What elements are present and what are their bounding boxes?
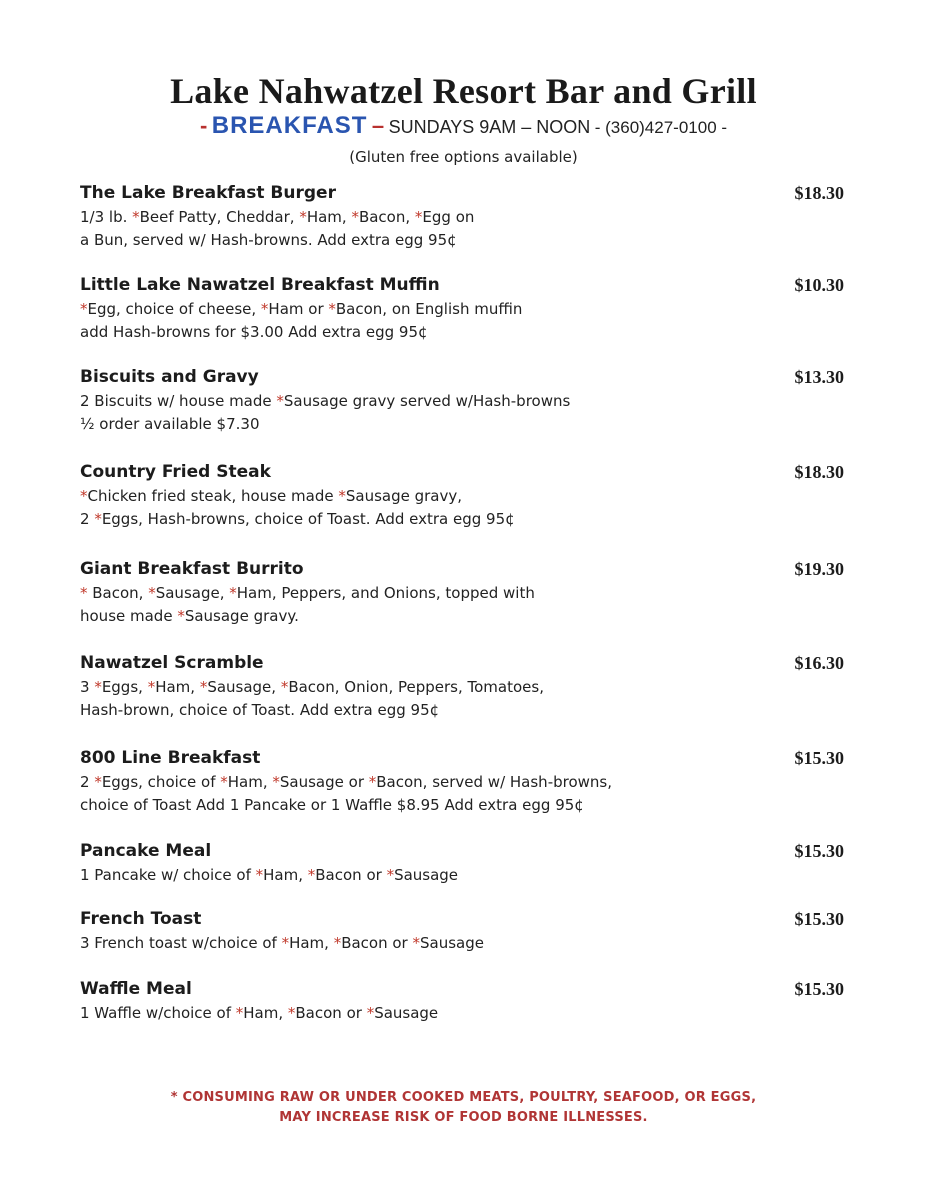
asterisk-marker: * [80, 584, 88, 602]
dash-mid: – [371, 113, 385, 138]
item-name: Waffle Meal [80, 979, 192, 999]
asterisk-marker: * [366, 1004, 375, 1022]
asterisk-marker: * [272, 773, 280, 791]
asterisk-marker: * [94, 773, 102, 791]
food-safety-warning [0, 1088, 927, 1128]
menu-item [80, 364, 860, 436]
asterisk-marker: * [351, 208, 359, 226]
item-description: 3 *Eggs, *Ham, *Sausage, *Bacon, Onion, Peppers, Tomatoes, Hash-brown, choice of Toast. Add extra egg 95¢ [80, 678, 544, 719]
item-price: $19.30 [794, 559, 844, 579]
menu-item [80, 745, 860, 817]
menu-item [80, 838, 860, 887]
phone-number: - (360)427-0100 - [594, 118, 728, 137]
asterisk-marker: * [280, 678, 289, 696]
asterisk-marker: * [148, 584, 156, 602]
menu-item [80, 556, 860, 628]
menu-item [80, 650, 860, 722]
asterisk-marker: * [287, 1004, 296, 1022]
menu-item [80, 180, 860, 252]
item-price: $16.30 [794, 653, 844, 673]
item-price: $15.30 [794, 841, 844, 861]
item-price: $10.30 [794, 275, 844, 295]
item-price: $18.30 [794, 462, 844, 482]
asterisk-marker: * [177, 607, 185, 625]
item-description: 2 Biscuits w/ house made *Sausage gravy served w/Hash-browns ½ order available $7.30 [80, 392, 571, 433]
item-description: 3 French toast w/choice of *Ham, *Bacon or *Sausage [80, 934, 484, 952]
asterisk-marker: * [260, 300, 269, 318]
gluten-free-note: (Gluten free options available) [349, 148, 578, 166]
item-price: $15.30 [794, 979, 844, 999]
asterisk-marker: * [255, 866, 264, 884]
asterisk-marker: * [276, 392, 284, 410]
item-description: 1 Pancake w/ choice of *Ham, *Bacon or *Sausage [80, 866, 459, 884]
item-description: 1/3 lb. *Beef Patty, Cheddar, *Ham, *Bacon, *Egg on a Bun, served w/ Hash-browns. Add extra egg 95¢ [80, 208, 475, 249]
asterisk-marker: * [386, 866, 395, 884]
restaurant-title: Lake Nahwatzel Resort Bar and Grill [170, 71, 757, 111]
item-description: 1 Waffle w/choice of *Ham, *Bacon or *Sausage [80, 1004, 439, 1022]
asterisk-marker: * [229, 584, 237, 602]
menu-item [80, 906, 860, 955]
asterisk-marker: * [281, 934, 290, 952]
item-name: The Lake Breakfast Burger [80, 183, 336, 203]
asterisk-marker: * [147, 678, 156, 696]
asterisk-marker: * [220, 773, 228, 791]
asterisk-marker: * [307, 866, 316, 884]
warning-line-2: MAY INCREASE RISK OF FOOD BORNE ILLNESSES. [279, 1110, 648, 1125]
item-price: $15.30 [794, 909, 844, 929]
asterisk-marker: * [80, 487, 88, 505]
menu-item [80, 976, 860, 1025]
item-price: $13.30 [794, 367, 844, 387]
item-name: Country Fried Steak [80, 462, 271, 482]
item-name: Biscuits and Gravy [80, 367, 259, 387]
item-price: $15.30 [794, 748, 844, 768]
asterisk-marker: * [412, 934, 420, 952]
asterisk-marker: * [328, 300, 336, 318]
breakfast-heading: BREAKFAST [211, 112, 368, 139]
item-description: * Bacon, *Sausage, *Ham, Peppers, and Onions, topped with house made *Sausage gravy. [80, 584, 535, 625]
asterisk-marker: * [80, 300, 88, 318]
asterisk-marker: * [333, 934, 342, 952]
item-name: Nawatzel Scramble [80, 653, 264, 673]
service-hours: SUNDAYS 9AM – NOON [388, 117, 591, 137]
item-description: 2 *Eggs, choice of *Ham, *Sausage or *Bacon, served w/ Hash-browns, choice of Toast Add 1 Pancake or 1 Waffle $8.95 Add extra egg 95¢ [80, 773, 612, 814]
item-name: Giant Breakfast Burrito [80, 559, 304, 579]
asterisk-marker: * [299, 208, 307, 226]
dash-left: - [199, 113, 208, 138]
asterisk-marker: * [132, 208, 140, 226]
item-price: $18.30 [794, 183, 844, 203]
asterisk-marker: * [94, 678, 102, 696]
item-name: 800 Line Breakfast [80, 748, 261, 768]
item-name: Little Lake Nawatzel Breakfast Muffin [80, 275, 440, 295]
asterisk-marker: * [235, 1004, 244, 1022]
asterisk-marker: * [368, 773, 377, 791]
asterisk-marker: * [94, 510, 102, 528]
item-description: *Chicken fried steak, house made *Sausage gravy, 2 *Eggs, Hash-browns, choice of Toast. Add extra egg 95¢ [80, 487, 515, 528]
breakfast-hours-line [0, 112, 927, 140]
menu-item [80, 459, 860, 531]
asterisk-marker: * [338, 487, 346, 505]
menu-item [80, 272, 860, 344]
warning-line-1: * CONSUMING RAW OR UNDER COOKED MEATS, POULTRY, SEAFOOD, OR EGGS, [170, 1090, 757, 1105]
asterisk-marker: * [199, 678, 208, 696]
item-description: *Egg, choice of cheese, *Ham or *Bacon, on English muffin add Hash-browns for $3.00 Add extra egg 95¢ [80, 300, 523, 341]
asterisk-marker: * [414, 208, 423, 226]
item-name: Pancake Meal [80, 841, 212, 861]
item-name: French Toast [80, 909, 202, 929]
